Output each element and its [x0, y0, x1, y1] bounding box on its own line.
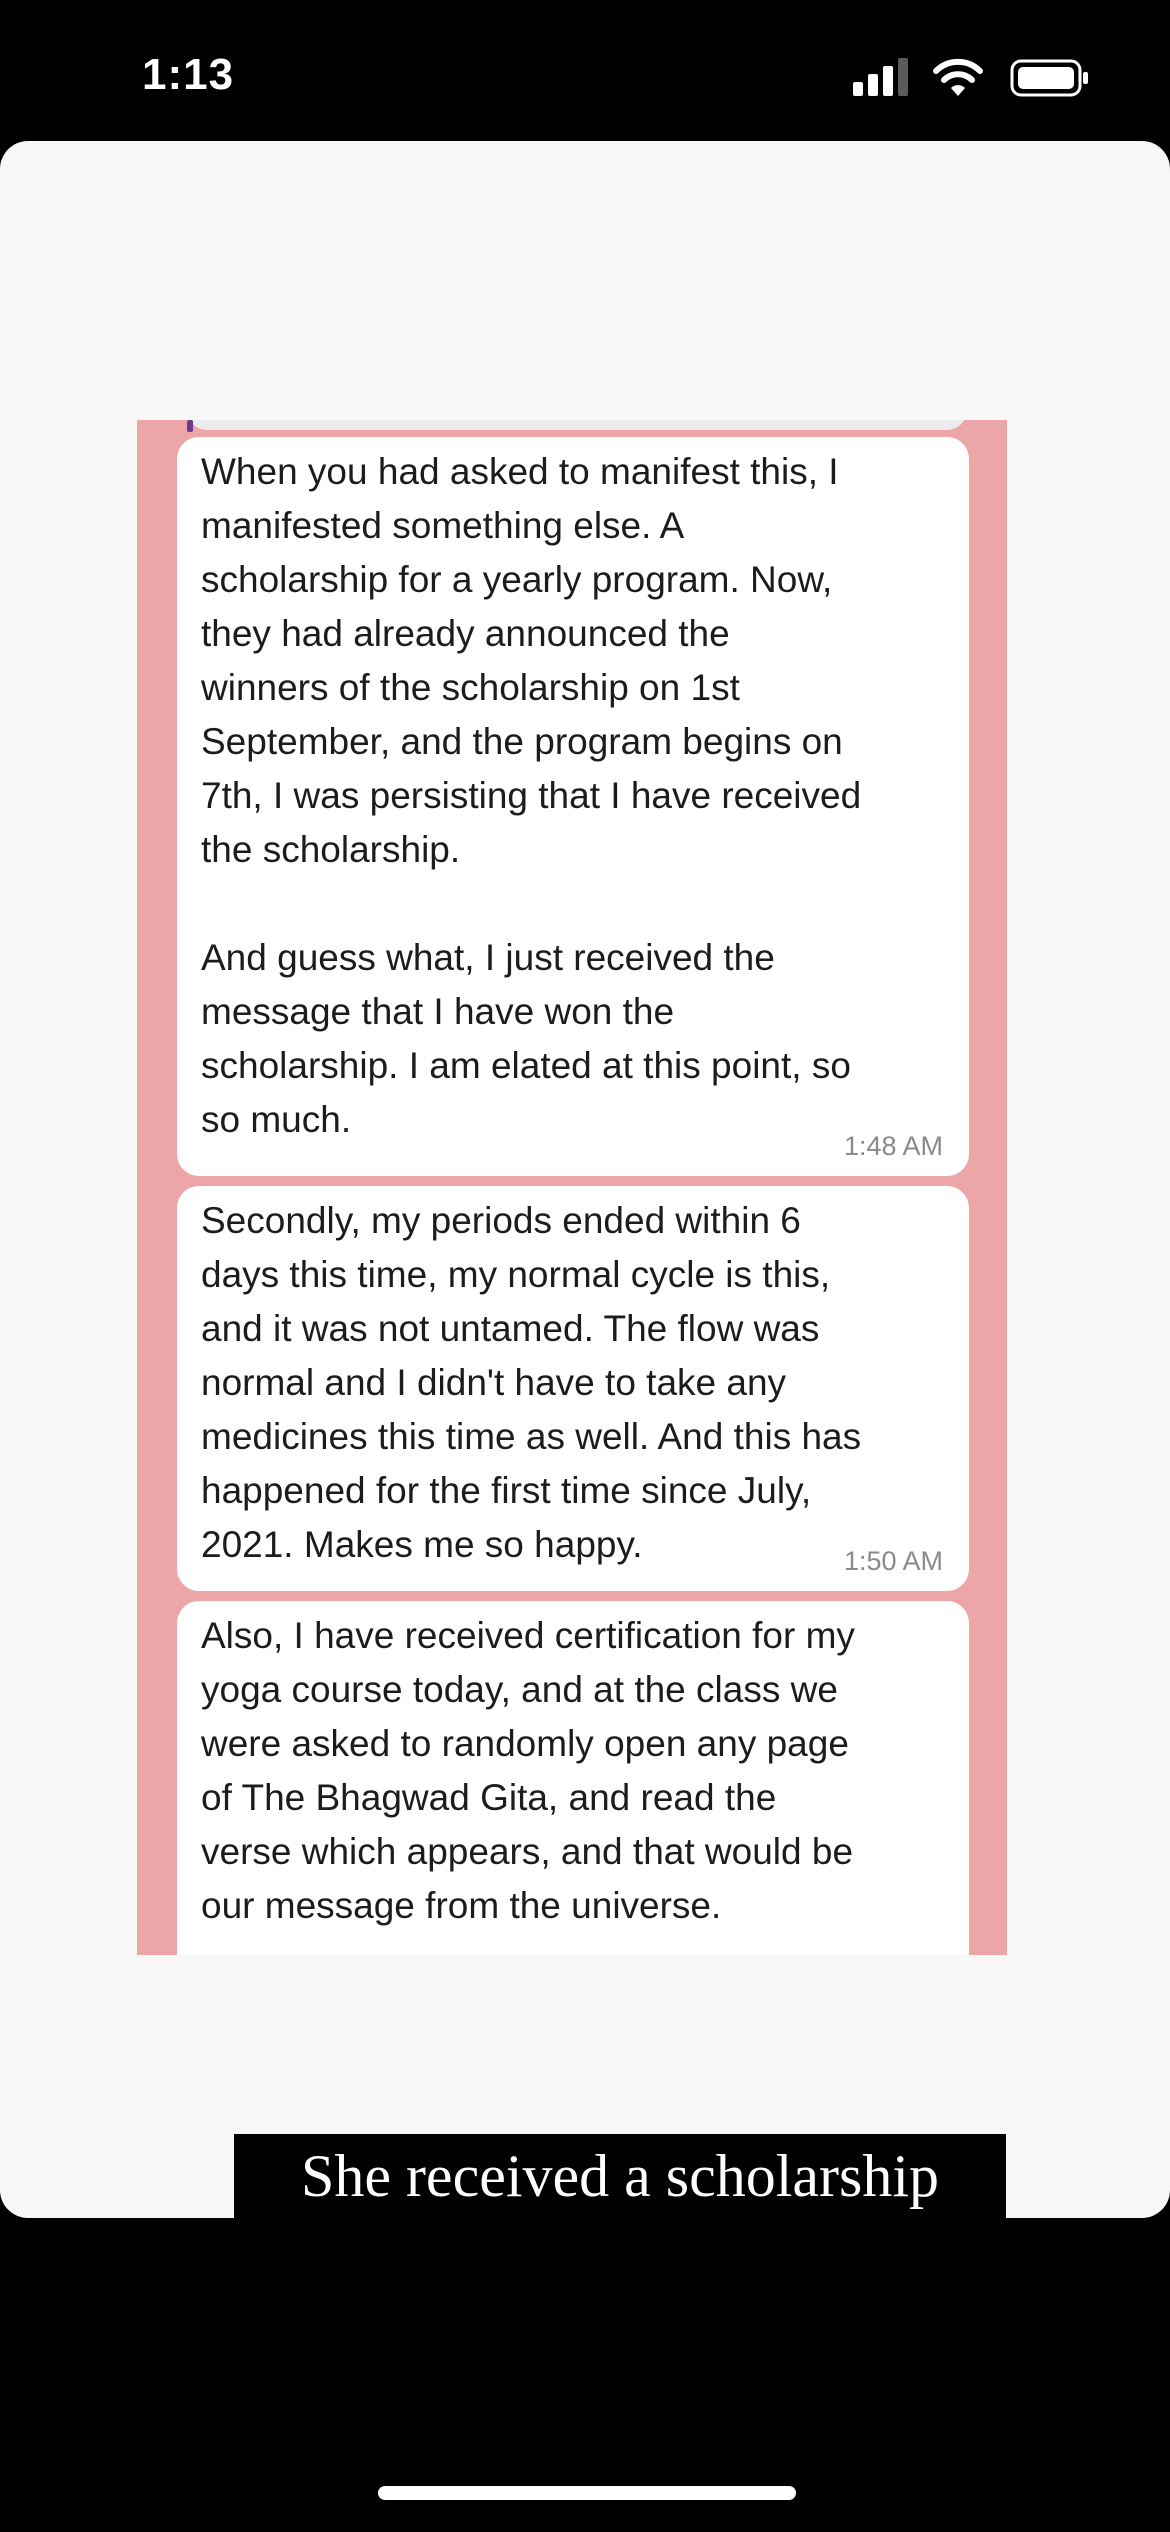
caption-text: She received a scholarship [300, 2143, 940, 2209]
status-bar [0, 0, 1170, 140]
message-timestamp: 1:48 AM [843, 1131, 943, 1161]
story-card [0, 141, 1170, 2218]
message-bubble [177, 1601, 969, 1955]
status-time: 1:13 [142, 50, 235, 99]
previous-message-edge [187, 420, 967, 430]
message-timestamp: 1:50 AM [843, 1546, 943, 1576]
message-bubble [177, 1186, 969, 1591]
signal-bars-icon [853, 58, 913, 96]
message-text: When you had asked to manifest this, I manifested something else. A scholarship for a yearly program. Now, they had already announced the winners of the scholarship on 1st September, and the program begins on 7th, I was persisting that I have received the scholarship. And guess what, I just received the message that I have won the scholarship. I am elated at this point, so so much. [201, 451, 862, 1140]
reply-marker [187, 420, 193, 432]
message-text: Also, I have received certification for my yoga course today, and at the class we were asked to randomly open any page of The Bhagwad Gita, and read the verse which appears, and that would be our message from the universe. [201, 1615, 855, 1926]
battery-icon [1010, 58, 1090, 98]
wifi-icon [932, 56, 984, 98]
story-caption [234, 2134, 1006, 2218]
home-indicator[interactable] [378, 2486, 796, 2500]
message-bubble [177, 437, 969, 1176]
message-text: Secondly, my periods ended within 6 days this time, my normal cycle is this, and it was not untamed. The flow was normal and I didn't have to take any medicines this time as well. And this has happened for the first time since July, 2021. Makes me so happy. [201, 1200, 862, 1565]
chat-screenshot [137, 420, 1007, 1955]
